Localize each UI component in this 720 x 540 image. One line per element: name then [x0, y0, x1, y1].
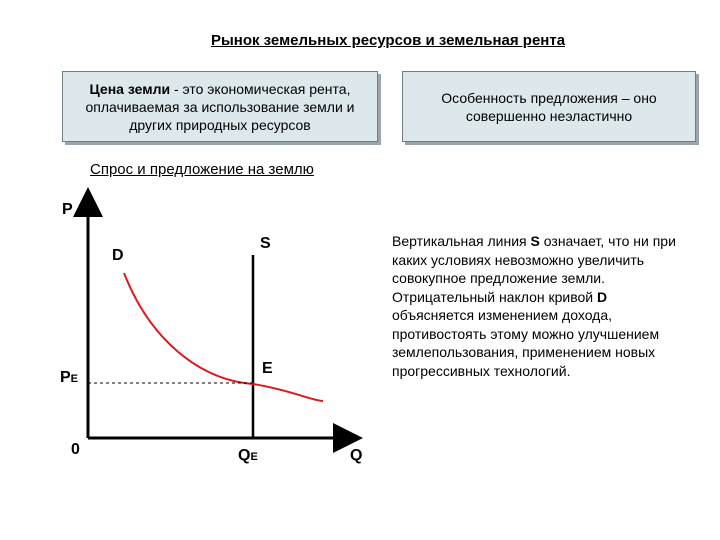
equilibrium-price-sub: E: [70, 373, 79, 385]
demand-label: D: [112, 247, 124, 264]
graph-subtitle: Спрос и предложение на землю: [90, 161, 314, 178]
page-title: Рынок земельных ресурсов и земельная рента: [210, 32, 566, 49]
explanation-text: [392, 232, 692, 380]
origin-label: 0: [71, 441, 80, 458]
explanation-line2-bold: D: [597, 288, 608, 305]
explanation-line1-post: означает, что ни при каких условиях невозможно увеличить совокупное предложение земли.: [392, 233, 676, 286]
definition-body: - это экономическая рента, оплачиваемая за использование земли и других природных ресурсов: [85, 80, 355, 133]
equilibrium-label: E: [262, 360, 273, 377]
supply-feature-text: Особенность предложения – оно совершенно неэластично: [441, 89, 657, 124]
explanation-line1-pre: Вертикальная линия: [392, 233, 531, 249]
demand-curve: [124, 273, 323, 401]
equilibrium-quantity-label: [238, 447, 258, 465]
equilibrium-price-label: [60, 369, 78, 387]
explanation-line1-bold: S: [530, 233, 540, 249]
equilibrium-quantity-sub: E: [250, 451, 258, 463]
equilibrium-quantity-main: Q: [238, 447, 251, 464]
definition-term: Цена земли: [89, 80, 171, 97]
supply-label: S: [260, 235, 271, 252]
explanation-line2-pre: Отрицательный наклон кривой: [392, 288, 597, 305]
explanation-line2-post: объясняется изменением дохода, противостоять этому можно улучшением землепользования, применением новых прогрессивных технологий.: [392, 307, 660, 379]
price-axis-label: P: [62, 201, 73, 218]
quantity-axis-label: Q: [350, 447, 363, 464]
equilibrium-price-main: P: [60, 369, 71, 386]
